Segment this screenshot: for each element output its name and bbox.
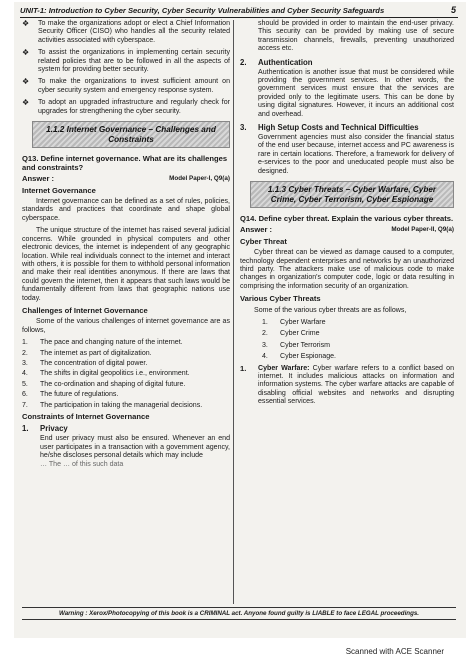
heading-constraints: Constraints of Internet Governance (22, 412, 150, 421)
heading-cyber-threat: Cyber Threat (240, 236, 287, 246)
paragraph: Cyber threat can be viewed as damage caused to a computer, technology dependent enterprises and networks by an unauthorized third party. The attackers make use of malicious code to make changes in organization's computer code, logic or data resulting in comprising the information security of an organization. (240, 249, 454, 290)
answer-line (240, 226, 454, 234)
subheading-privacy: 1. Privacy (22, 424, 68, 434)
header-rule (20, 17, 458, 18)
heading-challenges: Challenges of Internet Governance (22, 305, 148, 315)
answer-line (22, 175, 230, 183)
bullet-item (22, 49, 230, 74)
list-item: 3. Cyber Terrorism (262, 341, 330, 349)
bullet-text: To make the organizations to invest sufficient amount on cyber security system and emergency response system. (38, 78, 230, 94)
paragraph: should be provided in order to maintain the end-user privacy. This security can be provided by making use of secure transmission channels, firewalls, preventing unauthorized access etc. (258, 20, 454, 53)
cyber-warfare-text: Cyber warfare refers to a conflict based on internet. It includes malicious attacks on information and information systems. The cyber warfare attacks are capable of disabling official websites and networks and disrupting essential services. (258, 364, 454, 406)
list-item: 2. The internet as part of digitalization. (22, 349, 152, 357)
header-title: UNIT-1: Introduction to Cyber Security, Cyber Security Vulnerabilities and Cyber Security Safeguards (20, 6, 385, 15)
bullet-text: To make the organizations adopt or elect a Chief Information Security Officer (CISO) who handles all the security related activities associated with cyberspace. (38, 20, 230, 44)
paragraph: End user privacy must also be ensured. Whenever an end user participates in a transaction with a government agency, he/she discloses personal details which may include (40, 435, 230, 460)
heading-internet-governance: Internet Governance (22, 185, 96, 195)
answer-label: Answer : (22, 174, 55, 184)
cyber-warfare-item: 1. Cyber Warfare: Cyber warfare refers to a conflict based on internet. It includes malicious attacks on information and information systems. The cyber warfare attacks are capable of disabling official websites and networks and disrupting essential services. (240, 363, 454, 406)
subheading-authentication: 2. Authentication (240, 57, 313, 67)
left-column (22, 20, 230, 473)
list-item: 1. The pace and changing nature of the internet. (22, 339, 183, 347)
diamond-bullet-icon: ❖ (22, 98, 30, 108)
model-paper-ref: Model Paper-I, Q9(a) (169, 175, 230, 183)
question-14: Q14. Define cyber threat. Explain the various cyber threats. (240, 214, 454, 224)
list-item: 1. Cyber Warfare (262, 318, 326, 326)
heading-various-cyber-threats: Various Cyber Threats (240, 294, 321, 304)
model-paper-ref: Model Paper-II, Q9(a) (391, 226, 454, 234)
running-header (20, 6, 456, 15)
right-column (240, 20, 454, 411)
section-banner-1-1-3: 1.1.3 Cyber Threats – Cyber Warfare, Cyber Crime, Cyber Terrorism, Cyber Espionage (250, 181, 454, 208)
subheading-high-setup-costs: 3. High Setup Costs and Technical Difficulties (240, 123, 419, 133)
list-item: 4. Cyber Espionage. (262, 353, 337, 361)
scanner-watermark: Scanned with ACE Scanner (345, 647, 444, 656)
paragraph: Government agencies must also consider the financial status of the end user because, internet access and PC awareness is rare in certain locations. Therefore, a framework for delivery of e-services to the poor and uneducated people must also be designed. (258, 134, 454, 175)
diamond-bullet-icon: ❖ (22, 77, 30, 87)
paragraph: Internet governance can be defined as a set of rules, policies, standards and practices that coordinate and shape global cyberspace. (22, 198, 230, 222)
list-item: 3. The concentration of digital power. (22, 359, 148, 367)
bullet-item (22, 99, 230, 116)
paragraph-cut-off: … The … of this such data (40, 460, 124, 468)
paragraph: Some of the various cyber threats are as follows, (254, 306, 407, 314)
cyber-warfare-term: Cyber Warfare: (258, 364, 310, 372)
paragraph: Authentication is another issue that must be considered while providing the government services. In other words, the government services must ensure that the services are provided only to the legitimate users. This can be done by using digital signatures. However, it incurs an additional cost and overhead. (258, 68, 454, 118)
page-number: 5 (450, 5, 456, 15)
paragraph: The unique structure of the internet has raised several judicial concerns. While grounded in physical computers and other electronic devices, the internet is independent of any geographic location. While real individuals connect to the internet and interact with others, it is possible for them to withhold personal information and make their real identities anonymous. If there are laws that could govern the internet, then it appears that such laws would be fundamentally different from laws that geographic nations use today. (22, 227, 230, 302)
bullet-item (22, 20, 230, 45)
warning-footer: Warning : Xerox/Photocopying of this book is a CRIMINAL act. Anyone found guilty is LIABLE to face LEGAL proceedings. (22, 607, 456, 620)
list-item: 2. Cyber Crime (262, 330, 320, 338)
bullet-text: To assist the organizations in implementing certain security related policies that are to be followed in all the aspects of system for providing better security. (38, 49, 230, 74)
question-13: Q13. Define internet governance. What are its challenges and constraints? (22, 154, 228, 173)
bullet-item (22, 78, 230, 95)
diamond-bullet-icon: ❖ (22, 19, 30, 28)
paragraph: Some of the various challenges of internet governance are as follows, (22, 318, 230, 334)
diamond-bullet-icon: ❖ (22, 48, 30, 58)
list-item: 5. The co-ordination and shaping of digital future. (22, 380, 186, 388)
list-item: 4. The shifts in digital geopolitics i.e., environment. (22, 370, 190, 378)
list-item: 6. The future of regulations. (22, 391, 119, 399)
column-divider (233, 20, 234, 604)
section-banner-1-1-2: 1.1.2 Internet Governance – Challenges and Constraints (32, 121, 230, 148)
bullet-text: To adopt an upgraded infrastructure and regularly check for upgrades for strengthening the cyber security. (38, 99, 230, 115)
list-item: 7. The participation in taking the managerial decisions. (22, 401, 203, 409)
answer-label: Answer : (240, 225, 273, 235)
